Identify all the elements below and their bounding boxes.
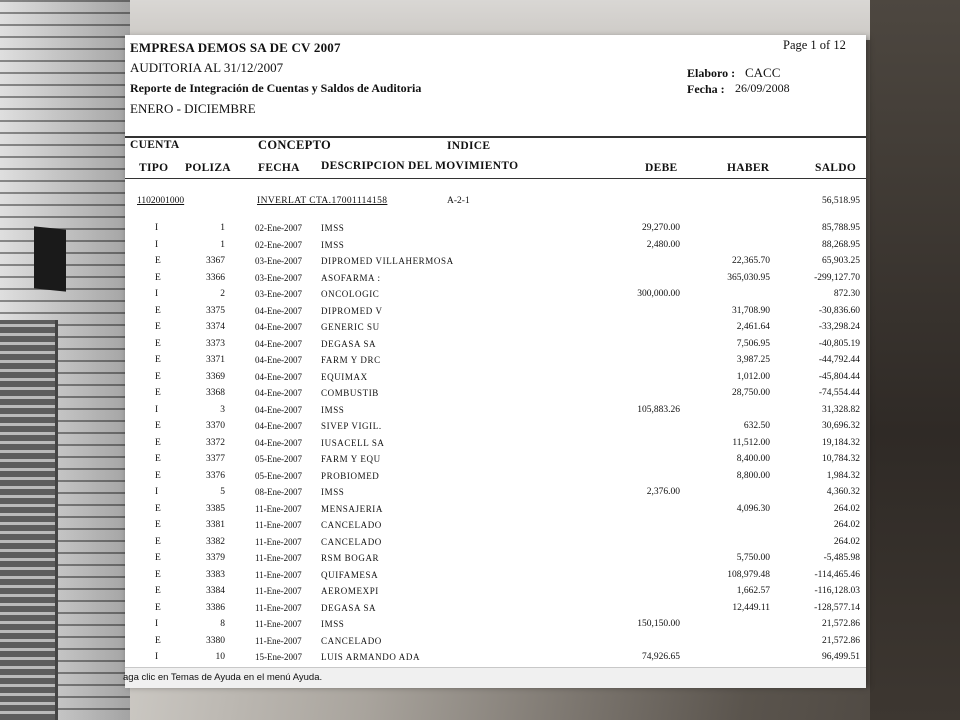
fecha-cell: 03-Ene-2007 <box>255 289 302 299</box>
description-cell: FARM Y DRC <box>321 355 381 365</box>
tipo-cell: E <box>155 256 161 266</box>
debe-cell: 105,883.26 <box>637 404 680 415</box>
col-cuenta: CUENTA <box>130 139 180 151</box>
col-haber: HABER <box>727 162 770 174</box>
fecha-cell: 11-Ene-2007 <box>255 520 302 530</box>
saldo-cell: 19,184.32 <box>822 437 860 448</box>
poliza-cell: 3384 <box>206 586 225 596</box>
poliza-cell: 1 <box>220 223 225 233</box>
header-rule-top <box>125 136 866 138</box>
poliza-cell: 3373 <box>206 338 225 349</box>
table-row <box>125 520 866 536</box>
tipo-cell: E <box>155 454 161 464</box>
table-row <box>125 553 866 569</box>
tipo-cell: E <box>155 371 161 382</box>
table-row <box>125 240 866 256</box>
poliza-cell: 3 <box>220 404 225 415</box>
table-row <box>125 339 866 355</box>
tipo-cell: E <box>155 338 161 349</box>
tipo-cell: I <box>155 487 159 497</box>
tipo-cell: E <box>155 470 161 481</box>
description-cell: PROBIOMED <box>321 470 380 481</box>
poliza-cell: 3377 <box>206 454 225 464</box>
table-row <box>125 421 866 437</box>
fecha-cell: 11-Ene-2007 <box>255 619 302 629</box>
tipo-cell: E <box>155 553 161 563</box>
saldo-cell: 21,572.86 <box>822 619 860 629</box>
tipo-cell: E <box>155 388 161 398</box>
saldo-cell: -74,554.44 <box>818 388 860 398</box>
fecha-cell: 03-Ene-2007 <box>255 272 302 283</box>
table-row <box>125 322 866 338</box>
tipo-cell: E <box>155 586 161 596</box>
fecha-cell: 04-Ene-2007 <box>255 371 302 382</box>
haber-cell: 5,750.00 <box>736 553 770 563</box>
fecha-cell: 11-Ene-2007 <box>255 536 302 547</box>
description-cell: DEGASA SA <box>321 338 377 349</box>
saldo-cell: -114,465.46 <box>814 569 860 580</box>
tipo-cell: E <box>155 355 161 365</box>
poliza-cell: 3381 <box>206 520 225 530</box>
table-row <box>125 289 866 305</box>
poliza-cell: 5 <box>220 487 225 497</box>
background-sky <box>130 0 890 40</box>
tipo-cell: E <box>155 602 161 613</box>
fecha-cell: 11-Ene-2007 <box>255 635 302 646</box>
description-cell: IMSS <box>321 487 345 497</box>
col-debe: DEBE <box>645 162 678 174</box>
tipo-cell: E <box>155 520 161 530</box>
poliza-cell: 3368 <box>206 388 225 398</box>
description-cell: ASOFARMA : <box>321 272 381 283</box>
poliza-cell: 3386 <box>206 602 225 613</box>
table-row <box>125 256 866 272</box>
description-cell: LUIS ARMANDO ADA <box>321 652 421 662</box>
saldo-cell: 264.02 <box>833 520 860 530</box>
description-cell: DIPROMED VILLAHERMOSA <box>321 256 454 266</box>
fecha-cell: 04-Ene-2007 <box>255 305 302 316</box>
saldo-cell: 1,984.32 <box>826 470 860 481</box>
poliza-cell: 8 <box>220 619 225 629</box>
fecha-cell: 04-Ene-2007 <box>255 355 302 365</box>
tipo-cell: E <box>155 305 161 316</box>
elaboro-value: CACC <box>745 65 781 80</box>
report-title: Reporte de Integración de Cuentas y Saldos de Auditoria <box>130 81 422 95</box>
haber-cell: 31,708.90 <box>732 305 770 316</box>
saldo-cell: 264.02 <box>833 536 860 547</box>
building-image-lower <box>0 320 58 720</box>
haber-cell: 2,461.64 <box>736 322 770 332</box>
haber-cell: 28,750.00 <box>732 388 770 398</box>
fecha-cell: 15-Ene-2007 <box>255 652 302 662</box>
debe-cell: 2,376.00 <box>646 487 680 497</box>
tipo-cell: I <box>155 239 159 250</box>
tipo-cell: E <box>155 322 161 332</box>
account-opening-balance: 56,518.95 <box>822 196 860 206</box>
saldo-cell: -5,485.98 <box>823 553 860 563</box>
fecha-cell: 02-Ene-2007 <box>255 239 302 250</box>
fecha-cell: 11-Ene-2007 <box>255 503 302 514</box>
status-text: aga clic en Temas de Ayuda en el menú Ayuda. <box>123 672 323 683</box>
tipo-cell: E <box>155 437 161 448</box>
tipo-cell: E <box>155 569 161 580</box>
col-saldo: SALDO <box>815 162 857 174</box>
account-number: 1102001000 <box>137 196 185 206</box>
table-row <box>125 586 866 602</box>
description-cell: AEROMEXPI <box>321 586 379 596</box>
saldo-cell: 96,499.51 <box>822 652 860 662</box>
table-row <box>125 273 866 289</box>
fecha-cell: 04-Ene-2007 <box>255 322 302 332</box>
haber-cell: 8,400.00 <box>736 454 770 464</box>
fecha-cell: 04-Ene-2007 <box>255 421 302 431</box>
description-cell: IUSACELL SA <box>321 437 385 448</box>
description-cell: ONCOLOGIC <box>321 289 380 299</box>
haber-cell: 7,506.95 <box>736 338 770 349</box>
description-cell: COMBUSTIB <box>321 388 379 398</box>
saldo-cell: -30,836.60 <box>818 305 860 316</box>
saldo-cell: 10,784.32 <box>822 454 860 464</box>
description-cell: IMSS <box>321 619 345 629</box>
fecha-cell: 04-Ene-2007 <box>255 338 302 349</box>
saldo-cell: -45,804.44 <box>818 371 860 382</box>
description-cell: DIPROMED V <box>321 305 383 316</box>
saldo-cell: -40,805.19 <box>818 338 860 349</box>
saldo-cell: 21,572.86 <box>822 635 860 646</box>
table-row <box>125 570 866 586</box>
poliza-cell: 3376 <box>206 470 225 481</box>
poliza-cell: 3367 <box>206 256 225 266</box>
tipo-cell: E <box>155 421 161 431</box>
description-cell: EQUIMAX <box>321 371 368 382</box>
saldo-cell: 65,903.25 <box>822 256 860 266</box>
description-cell: GENERIC SU <box>321 322 380 332</box>
table-row <box>125 652 866 668</box>
fecha-cell: 08-Ene-2007 <box>255 487 302 497</box>
description-cell: IMSS <box>321 239 345 250</box>
saldo-cell: 85,788.95 <box>822 223 860 233</box>
background-dark-edge <box>870 0 960 720</box>
debe-cell: 29,270.00 <box>642 223 680 233</box>
saldo-cell: -44,792.44 <box>818 355 860 365</box>
debe-cell: 74,926.65 <box>642 652 680 662</box>
audit-date: AUDITORIA AL 31/12/2007 <box>130 60 284 75</box>
description-cell: QUIFAMESA <box>321 569 379 580</box>
table-row <box>125 306 866 322</box>
saldo-cell: 872.30 <box>833 289 860 299</box>
poliza-cell: 2 <box>220 289 225 299</box>
table-row <box>125 388 866 404</box>
fecha-cell: 04-Ene-2007 <box>255 437 302 448</box>
haber-cell: 1,662.57 <box>736 586 770 596</box>
building-window <box>34 226 66 291</box>
tipo-cell: E <box>155 536 161 547</box>
fecha-cell: 11-Ene-2007 <box>255 586 302 596</box>
tipo-cell: E <box>155 503 161 514</box>
saldo-cell: 31,328.82 <box>822 404 860 415</box>
haber-cell: 11,512.00 <box>732 437 770 448</box>
description-cell: MENSAJERIA <box>321 503 384 514</box>
description-cell: IMSS <box>321 404 345 415</box>
account-concept: INVERLAT CTA.17001114158 <box>257 196 388 206</box>
company-name: EMPRESA DEMOS SA DE CV 2007 <box>130 40 341 55</box>
table-row <box>125 405 866 421</box>
table-row <box>125 619 866 635</box>
tipo-cell: E <box>155 635 161 646</box>
saldo-cell: 4,360.32 <box>826 487 860 497</box>
haber-cell: 4,096.30 <box>736 503 770 514</box>
description-cell: FARM Y EQU <box>321 454 381 464</box>
description-cell: CANCELADO <box>321 536 382 547</box>
account-index: A-2-1 <box>447 196 470 206</box>
saldo-cell: 30,696.32 <box>822 421 860 431</box>
tipo-cell: I <box>155 223 159 233</box>
col-poliza: POLIZA <box>185 162 231 174</box>
fecha-cell: 11-Ene-2007 <box>255 569 302 580</box>
table-row <box>125 504 866 520</box>
description-cell: SIVEP VIGIL. <box>321 421 382 431</box>
saldo-cell: -33,298.24 <box>818 322 860 332</box>
table-row <box>125 372 866 388</box>
description-cell: IMSS <box>321 223 345 233</box>
report-document <box>125 35 866 685</box>
description-cell: DEGASA SA <box>321 602 377 613</box>
haber-cell: 22,365.70 <box>732 256 770 266</box>
table-row <box>125 454 866 470</box>
table-row <box>125 537 866 553</box>
haber-cell: 8,800.00 <box>736 470 770 481</box>
haber-cell: 108,979.48 <box>727 569 770 580</box>
col-fecha: FECHA <box>258 162 300 174</box>
tipo-cell: I <box>155 652 159 662</box>
debe-cell: 2,480.00 <box>646 239 680 250</box>
page-indicator: Page 1 of 12 <box>783 38 846 52</box>
fecha-cell: 05-Ene-2007 <box>255 454 302 464</box>
tipo-cell: I <box>155 289 159 299</box>
table-row <box>125 355 866 371</box>
header-rule-bottom <box>125 178 866 179</box>
poliza-cell: 3366 <box>206 272 225 283</box>
fecha-cell: 04-Ene-2007 <box>255 388 302 398</box>
fecha-value: 26/09/2008 <box>735 81 790 95</box>
poliza-cell: 3375 <box>206 305 225 316</box>
elaboro-label: Elaboro : <box>687 66 736 80</box>
debe-cell: 150,150.00 <box>637 619 680 629</box>
poliza-cell: 3382 <box>206 536 225 547</box>
haber-cell: 365,030.95 <box>727 272 770 283</box>
saldo-cell: 264.02 <box>833 503 860 514</box>
poliza-cell: 3383 <box>206 569 225 580</box>
poliza-cell: 3380 <box>206 635 225 646</box>
haber-cell: 1,012.00 <box>736 371 770 382</box>
poliza-cell: 3385 <box>206 503 225 514</box>
col-indice: INDICE <box>447 140 491 152</box>
table-row <box>125 471 866 487</box>
poliza-cell: 3379 <box>206 553 225 563</box>
status-bar <box>125 667 866 688</box>
poliza-cell: 3371 <box>206 355 225 365</box>
fecha-cell: 05-Ene-2007 <box>255 470 302 481</box>
table-row <box>125 223 866 239</box>
fecha-cell: 11-Ene-2007 <box>255 553 302 563</box>
table-row <box>125 603 866 619</box>
haber-cell: 3,987.25 <box>736 355 770 365</box>
col-descripcion: DESCRIPCION DEL MOVIMIENTO <box>321 160 519 172</box>
poliza-cell: 3369 <box>206 371 225 382</box>
saldo-cell: -128,577.14 <box>814 602 860 613</box>
fecha-cell: 03-Ene-2007 <box>255 256 302 266</box>
debe-cell: 300,000.00 <box>637 289 680 299</box>
fecha-cell: 02-Ene-2007 <box>255 223 302 233</box>
poliza-cell: 3374 <box>206 322 225 332</box>
poliza-cell: 10 <box>215 652 225 662</box>
fecha-label: Fecha : <box>687 82 725 96</box>
col-tipo: TIPO <box>139 162 169 174</box>
table-row <box>125 636 866 652</box>
haber-cell: 632.50 <box>743 421 770 431</box>
tipo-cell: I <box>155 619 159 629</box>
poliza-cell: 3370 <box>206 421 225 431</box>
description-cell: CANCELADO <box>321 520 382 530</box>
col-concepto: CONCEPTO <box>258 138 332 152</box>
haber-cell: 12,449.11 <box>732 602 770 613</box>
poliza-cell: 3372 <box>206 437 225 448</box>
tipo-cell: I <box>155 404 159 415</box>
fecha-cell: 04-Ene-2007 <box>255 404 302 415</box>
table-row <box>125 487 866 503</box>
description-cell: CANCELADO <box>321 635 382 646</box>
period: ENERO - DICIEMBRE <box>130 101 256 116</box>
table-row <box>125 438 866 454</box>
fecha-cell: 11-Ene-2007 <box>255 602 302 613</box>
saldo-cell: -116,128.03 <box>814 586 860 596</box>
poliza-cell: 1 <box>220 239 225 250</box>
description-cell: RSM BOGAR <box>321 553 380 563</box>
saldo-cell: 88,268.95 <box>822 239 860 250</box>
saldo-cell: -299,127.70 <box>814 272 860 283</box>
tipo-cell: E <box>155 272 161 283</box>
